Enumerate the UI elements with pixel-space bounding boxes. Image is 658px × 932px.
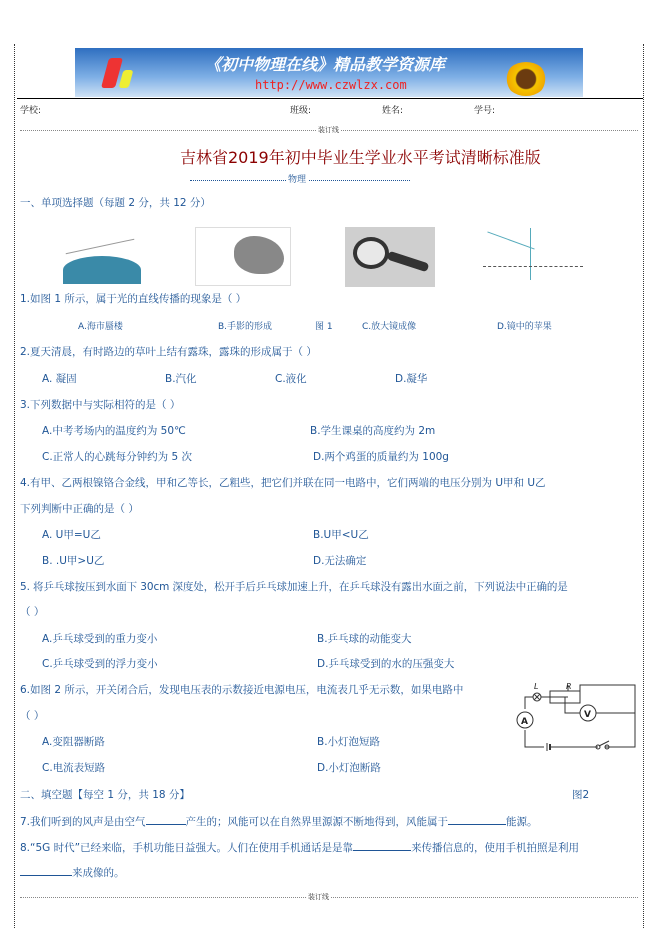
q3-option-b[interactable]: B.学生课桌的高度约为 2m — [310, 425, 436, 437]
q8-line2 — [20, 865, 125, 880]
q6-option-b[interactable]: B.小灯泡短路 — [317, 736, 381, 748]
q2-option-c[interactable]: C.液化 — [275, 373, 307, 385]
q6-figure-label: 图2 — [572, 789, 590, 801]
magnifier-image — [345, 227, 435, 287]
subject-label: 物理 — [288, 175, 307, 185]
voltmeter-label: V — [584, 710, 591, 720]
q7 — [20, 814, 538, 829]
q8-text-b: 来传播信息的，使用手机拍照是利用 — [411, 842, 580, 854]
q1-option-d[interactable]: D.镜中的苹果 — [497, 322, 552, 332]
q6-option-d[interactable]: D.小灯泡断路 — [317, 762, 381, 774]
q8-blank-2[interactable] — [20, 865, 72, 876]
banner-title: 《初中物理在线》精品教学资源库 — [205, 55, 446, 74]
q1-figure-label: 图 1 — [315, 322, 333, 332]
q6-option-a[interactable]: A.变阻器断路 — [42, 736, 105, 748]
q1-option-b[interactable]: B.手影的形成 — [218, 322, 273, 332]
binding-line-label-bottom: 装订线 — [308, 893, 329, 901]
section1-heading: 一、单项选择题（每题 2 分，共 12 分） — [20, 197, 211, 209]
q8-text-a: 8.“5G 时代”已经来临，手机功能日益强大。人们在使用手机通话是是靠 — [20, 842, 354, 854]
q2-stem: 2.夏天清晨，有时路边的草叶上结有露珠，露珠的形成属于（ ） — [20, 346, 317, 358]
q5-option-b[interactable]: B.乒乓球的动能变大 — [317, 633, 412, 645]
q3-option-d[interactable]: D.两个鸡蛋的质量约为 100g — [313, 451, 449, 463]
header-rule — [17, 98, 643, 99]
q3-stem: 3.下列数据中与实际相符的是（ ） — [20, 399, 181, 411]
q5-option-d[interactable]: D.乒乓球受到的水的压强变大 — [317, 658, 455, 670]
class-label: 班级: — [290, 106, 312, 116]
q2-option-a[interactable]: A. 凝固 — [42, 373, 77, 385]
ammeter-label: A — [521, 717, 528, 727]
q4-option-a[interactable]: A. U甲=U乙 — [42, 529, 101, 541]
resistor-label: R — [566, 682, 572, 691]
banner-url[interactable]: http://www.czwlzx.com — [255, 78, 407, 92]
q3-option-c[interactable]: C.正常人的心跳每分钟约为 5 次 — [42, 451, 193, 463]
mirror-apple-image — [478, 228, 590, 283]
q7-blank-1[interactable] — [146, 814, 186, 825]
q3-option-a[interactable]: A.中考考场内的温度约为 50℃ — [42, 425, 186, 437]
left-border — [14, 44, 15, 928]
q4-stem-2: 下列判断中正确的是（ ） — [20, 503, 139, 515]
q4-stem: 4.有甲、乙两根镍铬合金线，甲和乙等长，乙粗些，把它们并联在同一电路中，它们两端的电压分别为 U甲和 U乙 — [20, 477, 546, 489]
q6-option-c[interactable]: C.电流表短路 — [42, 762, 106, 774]
q7-text-a: 7.我们听到的风声是由空气 — [20, 816, 146, 828]
q1-stem: 1.如图 1 所示，属于光的直线传播的现象是（ ） — [20, 293, 247, 305]
right-border — [643, 44, 644, 928]
school-label: 学校: — [20, 106, 42, 116]
q4-option-c[interactable]: B. .U甲>U乙 — [42, 555, 105, 567]
banner — [75, 48, 583, 97]
q5-stem: 5. 将乒乓球按压到水面下 30cm 深度处，松开手后乒乓球加速上升，在乒乓球没有露出水面之前，下列说法中正确的是 — [20, 581, 568, 593]
lamp-label: L — [534, 682, 539, 691]
binding-line-label: 装订线 — [318, 126, 339, 134]
q4-option-b[interactable]: B.U甲<U乙 — [313, 529, 369, 541]
circuit-diagram — [510, 680, 640, 752]
q1-option-c[interactable]: C.放大镜成像 — [362, 322, 417, 332]
q7-text-b: 产生的；风能可以在自然界里源源不断地得到，风能属于 — [185, 816, 449, 828]
logo-icon-2 — [119, 70, 134, 88]
q7-blank-2[interactable] — [448, 814, 506, 825]
q5-option-c[interactable]: C.乒乓球受到的浮力变小 — [42, 658, 158, 670]
q5-answer-paren: （ ） — [20, 606, 45, 618]
q8 — [20, 840, 579, 855]
hand-shadow-image — [195, 227, 291, 286]
q2-option-d[interactable]: D.凝华 — [395, 373, 428, 385]
q2-option-b[interactable]: B.汽化 — [165, 373, 197, 385]
sunflower-icon — [505, 62, 547, 96]
page-title: 吉林省2019年初中毕业生学业水平考试清晰标准版 — [180, 148, 541, 167]
name-label: 姓名: — [382, 106, 404, 116]
id-label: 学号: — [474, 106, 496, 116]
q7-text-c: 能源。 — [506, 816, 538, 828]
q8-text-c: 来成像的。 — [72, 867, 125, 879]
q5-option-a[interactable]: A.乒乓球受到的重力变小 — [42, 633, 158, 645]
q8-blank-1[interactable] — [353, 840, 411, 851]
q1-option-a[interactable]: A.海市蜃楼 — [78, 322, 123, 332]
q4-option-d[interactable]: D.无法确定 — [313, 555, 367, 567]
section2-heading: 二、填空题【每空 1 分，共 18 分】 — [20, 789, 190, 801]
q6-stem: 6.如图 2 所示，开关闭合后，发现电压表的示数接近电源电压，电流表几乎无示数，如果电路中 — [20, 684, 464, 696]
mirage-image — [63, 226, 141, 286]
q6-answer-paren: （ ） — [20, 710, 45, 722]
